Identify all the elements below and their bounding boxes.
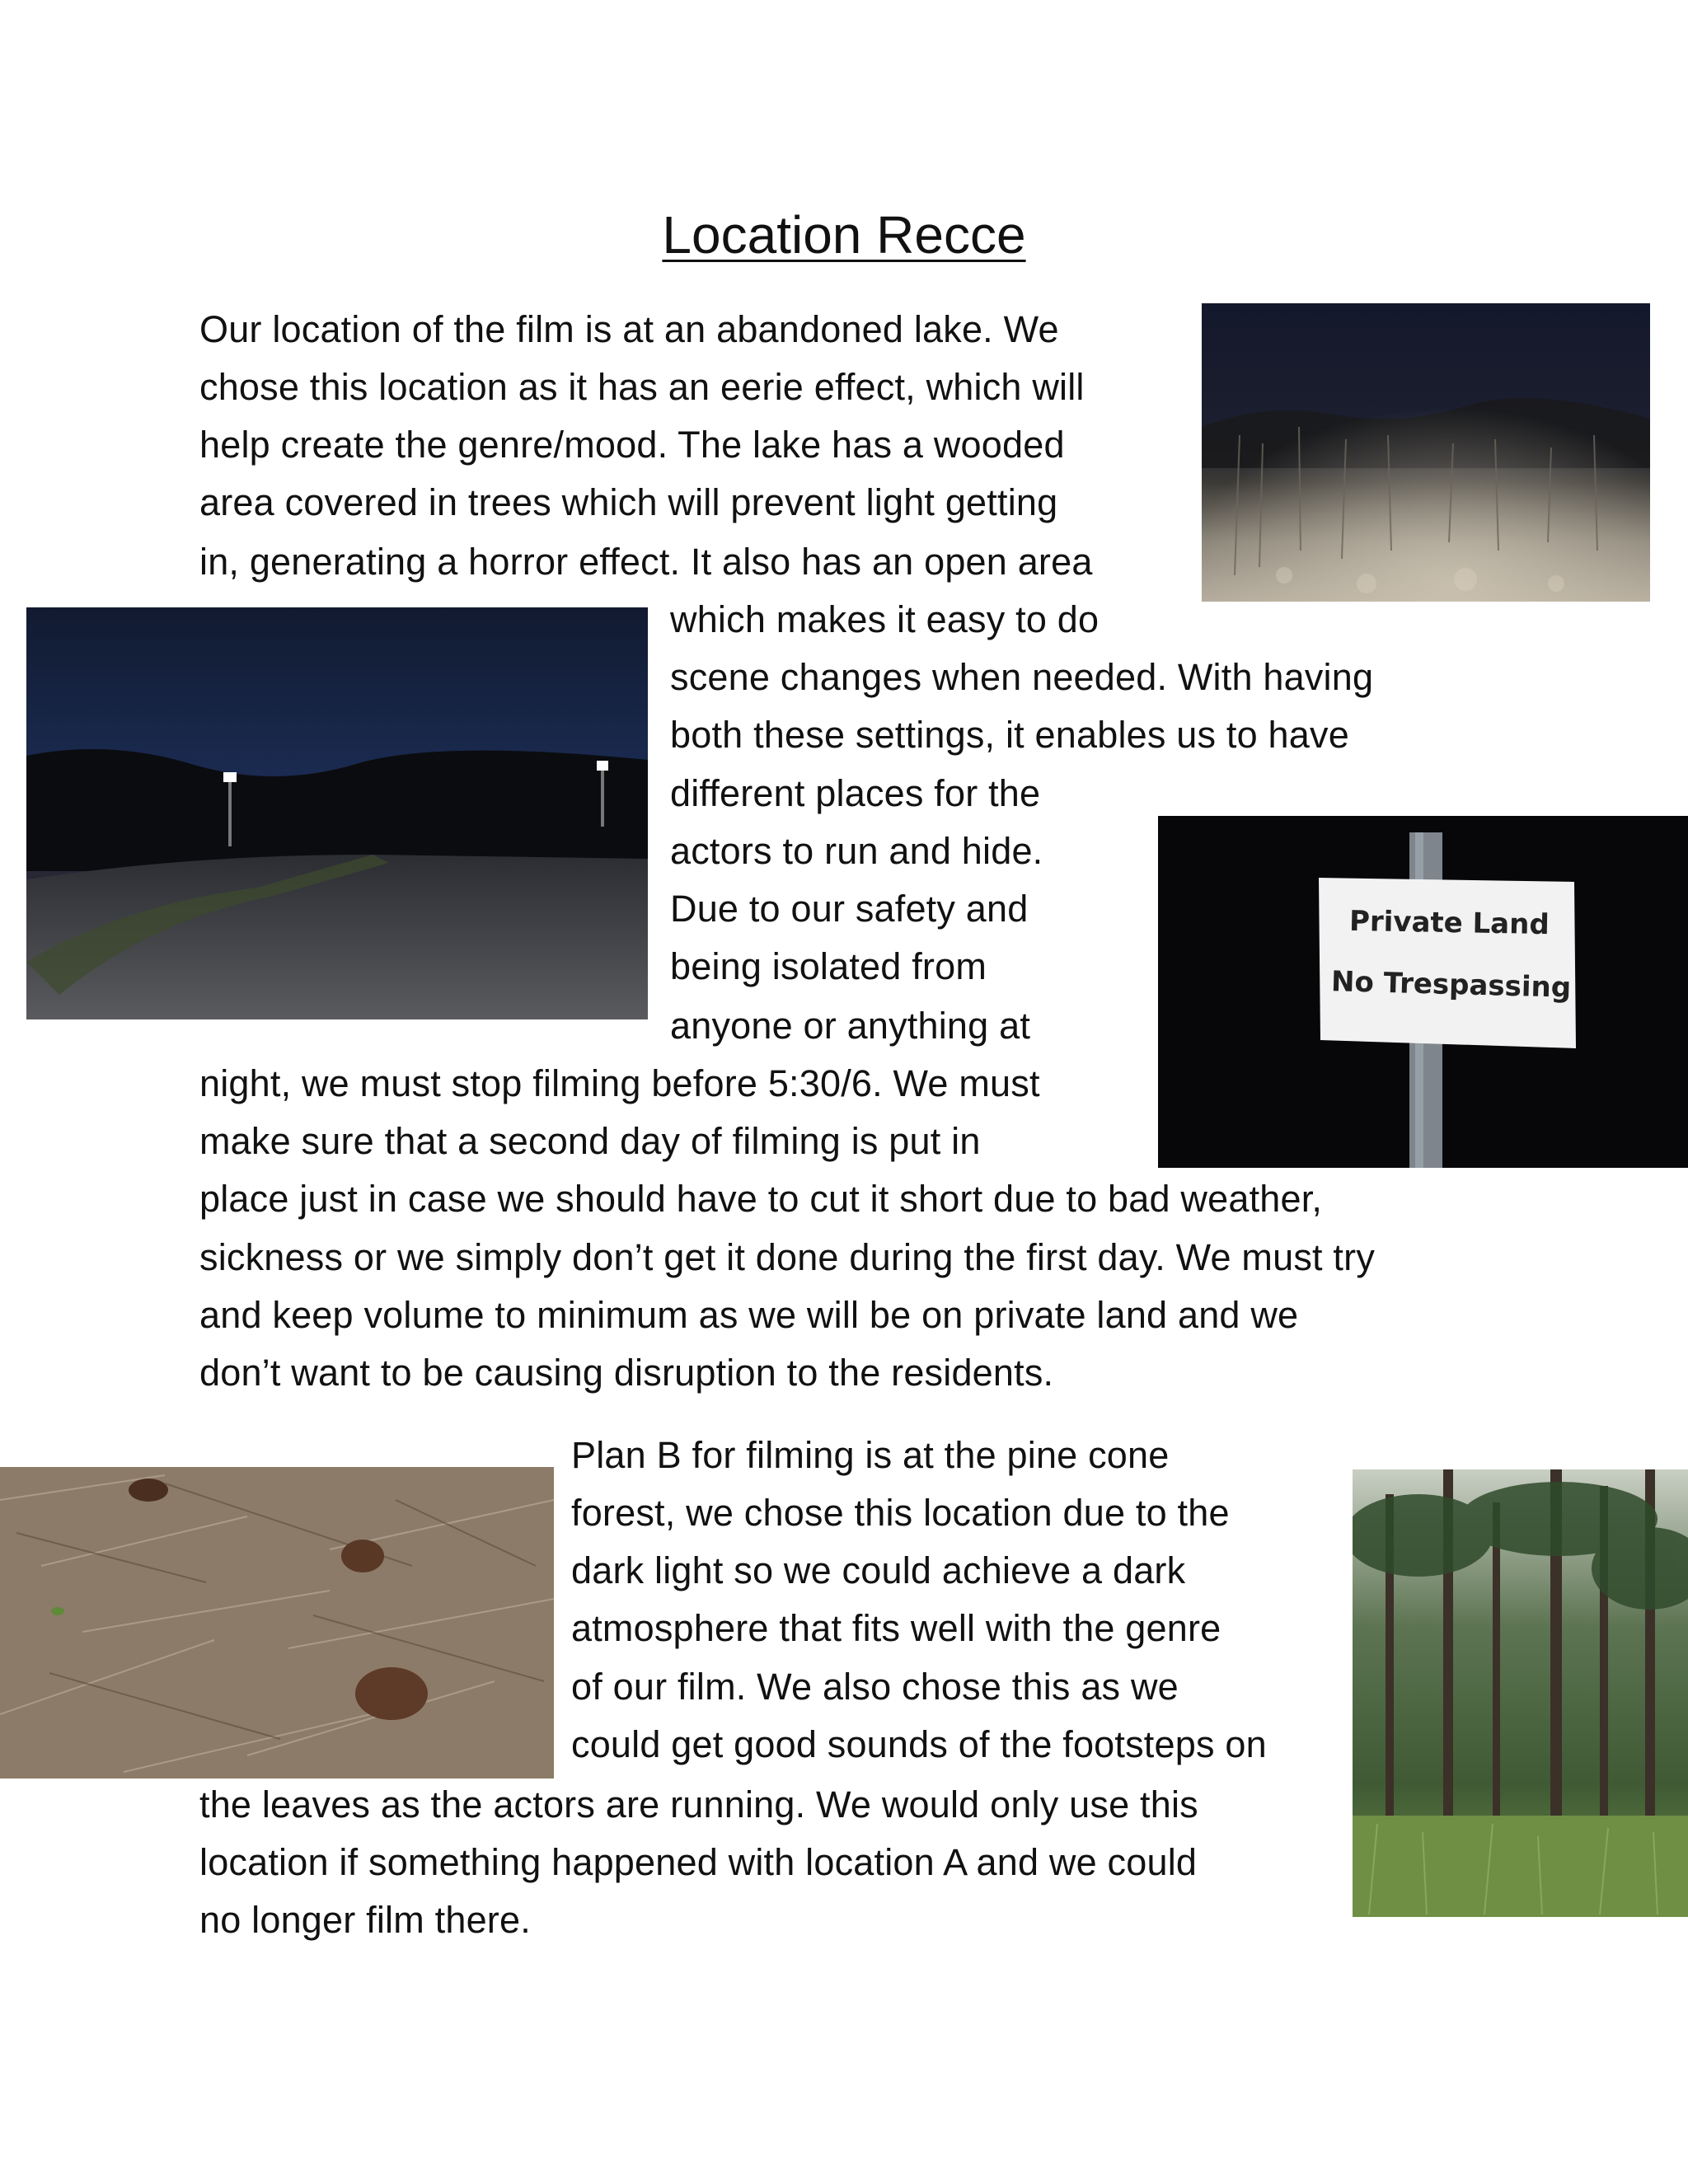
paragraph-line: place just in case we should have to cut it short due to bad weather, [199, 1178, 1323, 1220]
paragraph-line: help create the genre/mood. The lake has a wooded [199, 424, 1065, 466]
paragraph-line: different places for the [670, 772, 1041, 814]
pine-cones-photo [0, 1467, 554, 1779]
sign-line-2: No Trespassing [1330, 965, 1572, 1005]
paragraph-line: don’t want to be causing disruption to the residents. [199, 1352, 1054, 1394]
forest-photo [1353, 1469, 1688, 1917]
sign-line-1: Private Land [1348, 904, 1550, 942]
paragraph-line: night, we must stop filming before 5:30/6. We must [199, 1062, 1040, 1104]
paragraph-line: actors to run and hide. [670, 830, 1043, 872]
paragraph-line: dark light so we could achieve a dark [571, 1549, 1186, 1591]
paragraph-line: atmosphere that fits well with the genre [571, 1607, 1221, 1649]
paragraph-line: both these settings, it enables us to have [670, 714, 1349, 756]
paragraph-line: in, generating a horror effect. It also has an open area [199, 541, 1093, 583]
paragraph-line: which makes it easy to do [670, 598, 1100, 640]
night-path-photo [26, 607, 648, 1019]
paragraph-line: and keep volume to minimum as we will be on private land and we [199, 1294, 1299, 1336]
paragraph-line: Due to our safety and [670, 888, 1029, 930]
private-land-sign-photo [1158, 816, 1688, 1168]
paragraph-line: anyone or anything at [670, 1005, 1031, 1047]
paragraph-line: being isolated from [670, 945, 987, 987]
paragraph-line: could get good sounds of the footsteps on [571, 1723, 1267, 1765]
lake-night-photo [1202, 303, 1650, 602]
paragraph-line: location if something happened with location A and we could [199, 1841, 1198, 1883]
paragraph-line: the leaves as the actors are running. We would only use this [199, 1783, 1198, 1825]
paragraph-line: area covered in trees which will prevent light getting [199, 481, 1058, 523]
paragraph-line: Our location of the film is at an abandoned lake. We [199, 308, 1059, 350]
paragraph-line: chose this location as it has an eerie effect, which will [199, 366, 1085, 408]
paragraph-line: sickness or we simply don’t get it done during the first day. We must try [199, 1236, 1376, 1278]
paragraph-line: scene changes when needed. With having [670, 656, 1374, 698]
paragraph-line: no longer film there. [199, 1899, 531, 1941]
paragraph-line: make sure that a second day of filming is put in [199, 1120, 981, 1162]
paragraph-line: of our film. We also chose this as we [571, 1666, 1179, 1708]
page-title: Location Recce [662, 205, 1026, 265]
paragraph-line: Plan B for filming is at the pine cone [571, 1434, 1170, 1476]
paragraph-line: forest, we chose this location due to the [571, 1492, 1230, 1534]
